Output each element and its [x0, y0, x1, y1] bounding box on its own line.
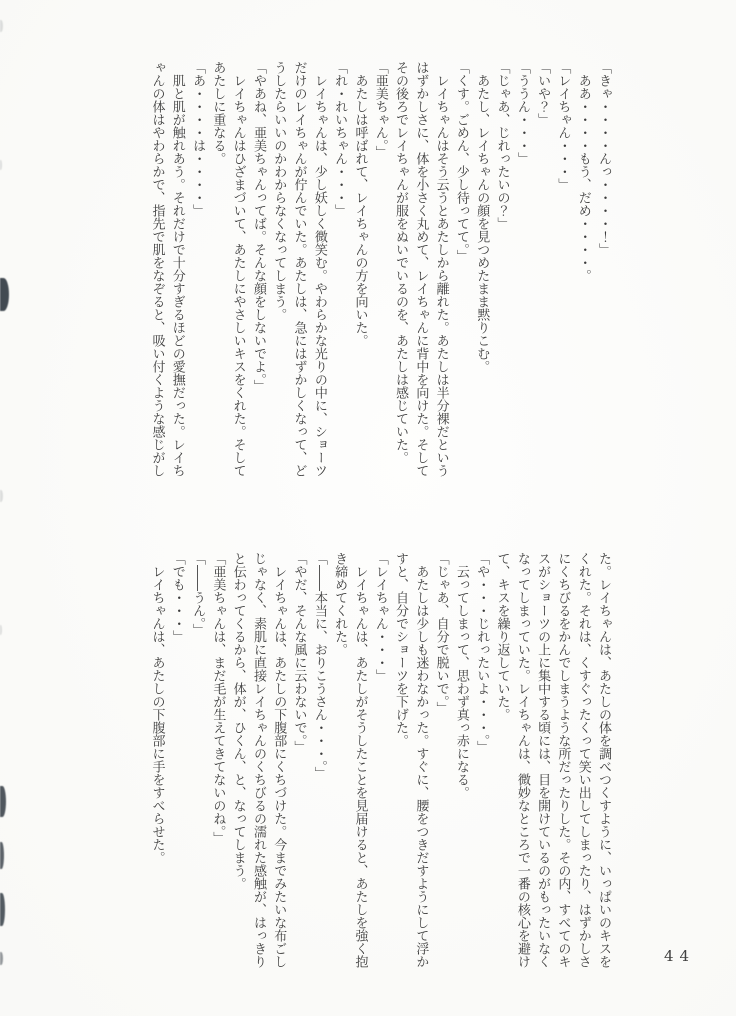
text-line: と伝わってくるから、体が、ひくん、と、なってしまう。 — [230, 552, 246, 890]
text-line: レイちゃんはそう云うとあたしから離れた。あたしは半分裸だという — [433, 61, 449, 477]
text-line: レイちゃんは、少し妖しく微笑む。やわらかな光りの中に、ショーツ — [311, 61, 327, 477]
text-line: き締めてくれた。 — [332, 552, 348, 656]
text-line: レイちゃんは、あたしの下腹部に手をすべらせた。 — [149, 552, 165, 864]
text-line: はずかしさに、体を小さく丸めて、レイちゃんに背中を向けた。そして — [413, 61, 429, 477]
text-line: 「やだ、そんな風に云わないで。」 — [291, 552, 307, 754]
text-line: 「――うん。」 — [190, 552, 206, 637]
text-line: あたしは呼ばれて、レイちゃんの方を向いた。 — [352, 61, 368, 347]
text-line: 「れ・れいちゃん・・・」 — [332, 61, 348, 217]
scan-edge-smudge — [0, 278, 9, 311]
text-line: うしたらいいのかわからなくなってしまう。 — [271, 61, 287, 321]
scan-edge-smudge — [0, 20, 3, 32]
text-line: だけのレイちゃんが佇んでいた。あたしは、急にはずかしくなって、ど — [291, 61, 307, 477]
text-line: 「亜美ちゃん。」 — [372, 61, 388, 159]
text-line: 「や・・・じれったいよ・・・。」 — [474, 552, 490, 754]
text-line: 「きゃ・・・・んっ・・・・！」 — [596, 61, 611, 256]
text-line: 肌と肌が触れあう。それだけで十分すぎるほどの愛撫だった。レイち — [169, 61, 185, 477]
text-line: た。レイちゃんは、あたしの体を調べつくすように、いっぱいのキスを — [596, 552, 611, 968]
text-line: あたしは少しも迷わなかった。すぐに、腰をつきだすようにして浮か — [413, 552, 429, 968]
text-line: 「――本当に、おりこうさん・・・。」 — [311, 552, 327, 780]
scan-edge-smudge — [0, 842, 4, 869]
text-line: あたし、レイちゃんの顔を見つめたまま黙りこむ。 — [474, 61, 490, 373]
scan-edge-smudge — [0, 160, 2, 170]
text-line: 「じゃあ、じれったいの？」 — [494, 61, 510, 230]
upper-text-block — [143, 61, 613, 497]
scan-edge-smudge — [0, 625, 2, 635]
text-line: 「ううん・・・」 — [514, 61, 530, 165]
text-line: くれた。それは、くすぐったくって笑い出してしまったり、はずかしさ — [575, 552, 591, 968]
page-number: 44 — [664, 947, 696, 965]
text-line: 云ってしまって、思わず真っ赤になる。 — [453, 552, 469, 799]
text-line: じゃなく、素肌に直接レイちゃんのくちびるの濡れた感触が、はっきり — [250, 552, 266, 968]
text-line: て、キスを繰り返していた。 — [494, 552, 510, 721]
text-line: 「でも・・・」 — [169, 552, 185, 643]
text-line: レイちゃんは、あたしの下腹部にくちづけた。今までみたいな布ごし — [271, 552, 287, 968]
text-line: スがショーツの上に集中する頃には、目を開けているのがもったいなく — [535, 552, 551, 968]
text-line: にくちびるをかんでしまうような所だったりした。その内、すべてのキ — [555, 552, 571, 968]
scan-edge-smudge — [0, 952, 3, 965]
text-line: その後ろでレイちゃんが服をぬいでいるのを、あたしは感じていた。 — [393, 61, 409, 464]
text-line: ああ・・・・もう、だめ・・・・。 — [575, 61, 591, 282]
text-line: 「じゃあ、自分で脱いで。」 — [433, 552, 449, 715]
text-line: 「あ・・・・は・・・・」 — [190, 61, 206, 217]
text-line: すと、自分でショーツを下げた。 — [393, 552, 409, 747]
text-line: レイちゃんはひざまづいて、あたしにやさしいキスをくれた。そして — [230, 61, 246, 477]
scan-edge-smudge — [0, 893, 5, 926]
text-line: ゃんの体はやわらかで、指先で肌をなぞると、吸い付くような感じがし — [149, 61, 165, 477]
text-line: 「亜美ちゃんは、まだ毛が生えてきてないのね。」 — [210, 552, 226, 845]
text-line: 「いや？」 — [535, 61, 551, 126]
text-line: なってしまっていた。レイちゃんは、微妙なところで一番の核心を避け — [514, 552, 530, 968]
lower-text-block — [143, 552, 613, 988]
scan-edge-smudge — [0, 490, 3, 502]
text-line: 「くす。ごめん、少し待ってて。」 — [453, 61, 469, 263]
scan-edge-smudge — [0, 786, 6, 817]
text-line: レイちゃんは、あたしがそうしたことを見届けると、あたしを強く抱 — [352, 552, 368, 968]
text-line: あたしに重なる。 — [210, 61, 226, 165]
text-line: 「やあね、亜美ちゃんってば。そんな顔をしないでよ。」 — [250, 61, 266, 393]
text-line: 「レイちゃん・・・」 — [372, 552, 388, 682]
text-line: 「レイちゃん・・・」 — [555, 61, 571, 191]
